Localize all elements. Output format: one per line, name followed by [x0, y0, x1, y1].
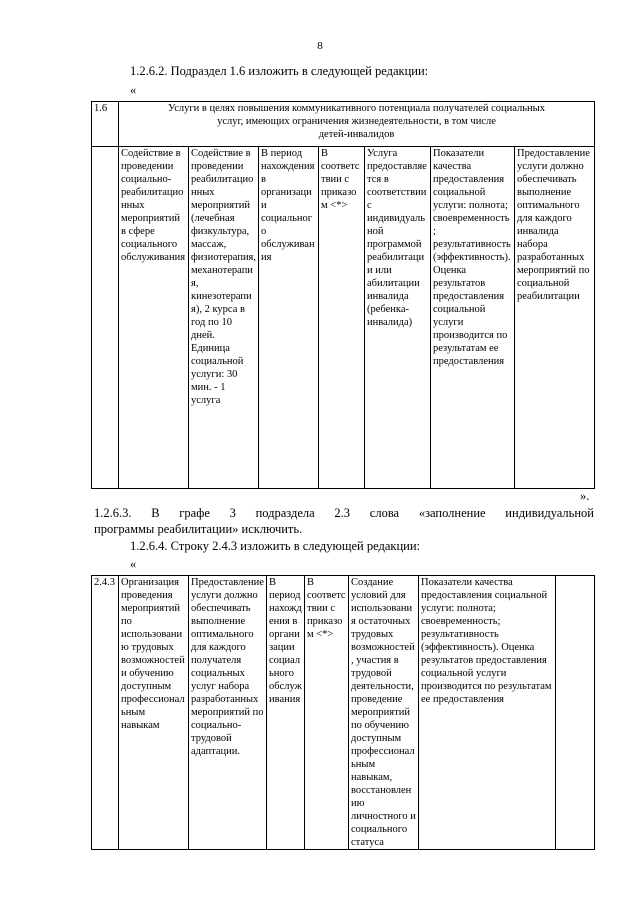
opening-quote-1: « [130, 83, 137, 97]
table-row-2-4-3 [91, 575, 595, 850]
table-subsection-1-6 [91, 101, 595, 489]
paragraph-1264: 1.2.6.4. Строку 2.4.3 изложить в следующей редакции: [130, 539, 421, 553]
order-reference-cell: В соответствии с приказом <*> [319, 147, 365, 489]
requirements-cell: Предоставление услуги должно обеспечивать выполнение оптимального для каждого инвалида набора разработанных мероприятий по социальной реабилитации [515, 147, 595, 489]
row-number-cell: 1.6 [92, 102, 119, 147]
provision-conditions-cell: Услуга предоставляется в соответствии с индивидуальной программой реабилитации или абилитации инвалида (ребенка-инвалида) [365, 147, 431, 489]
section-heading-line-1: Услуги в целях повышения коммуникативного потенциала получателей социальных [168, 103, 545, 114]
quality-indicators-cell: Показатели качества предоставления социальной услуги: полнота; своевременность; результативность (эффективность). Оценка результатов предоставления социальной услуги производится по результатам ее предоставления [419, 576, 556, 850]
quality-indicators-cell: Показатели качества предоставления социальной услуги: полнота; своевременность; результативность (эффективность). Оценка результатов предоставления социальной услуги производится по результатам ее предоставления [431, 147, 515, 489]
row-number-cell: 2.4.3 [92, 576, 119, 850]
section-heading [119, 102, 595, 147]
order-reference-cell: В соответствии с приказом <*> [305, 576, 349, 850]
service-description-cell: Предоставление услуги должно обеспечивать выполнение оптимального для каждого получателя социальных услуг набора разработанных мероприятий по социально-трудовой адаптации. [189, 576, 267, 850]
opening-quote-2: « [130, 557, 137, 571]
provision-period-cell: В период нахождения в организации социального обслуживания [267, 576, 305, 850]
provision-conditions-cell: Создание условий для использования остаточных трудовых возможностей, участия в трудовой деятельности, проведение мероприятий по обучению доступным профессиональным навыкам, восстановлению личностного и социального статуса [349, 576, 419, 850]
intro-paragraph-1262: 1.2.6.2. Подраздел 1.6 изложить в следующей редакции: [130, 64, 429, 78]
table-cell [92, 147, 119, 489]
section-heading-line-3: детей-инвалидов [318, 129, 395, 140]
page-number: 8 [317, 40, 323, 52]
paragraph-1263-line-1: 1.2.6.3. В графе 3 подраздела 2.3 слова «заполнение индивидуальной [94, 506, 594, 520]
paragraph-1263-line-2: программы реабилитации» исключить. [94, 522, 303, 536]
service-name-cell: Организация проведения мероприятий по использованию трудовых возможностей и обучению доступным профессиональным навыкам [119, 576, 189, 850]
table-cell [556, 576, 595, 850]
service-description-cell: Содействие в проведении реабилитационных мероприятий (лечебная физкультура, массаж, физиотерапия, механотерапия, кинезотерапия), 2 курса в год по 10 дней. Единица социальной услуги: 30 мин. - 1 услуга [189, 147, 259, 489]
provision-period-cell: В период нахождения в организации социального обслуживания [259, 147, 319, 489]
closing-quote-1: ». [580, 489, 590, 503]
service-name-cell: Содействие в проведении социально-реабилитационных мероприятий в сфере социального обслуживания [119, 147, 189, 489]
section-heading-line-2: услуг, имеющих ограничения жизнедеятельности, в том числе [217, 116, 496, 127]
